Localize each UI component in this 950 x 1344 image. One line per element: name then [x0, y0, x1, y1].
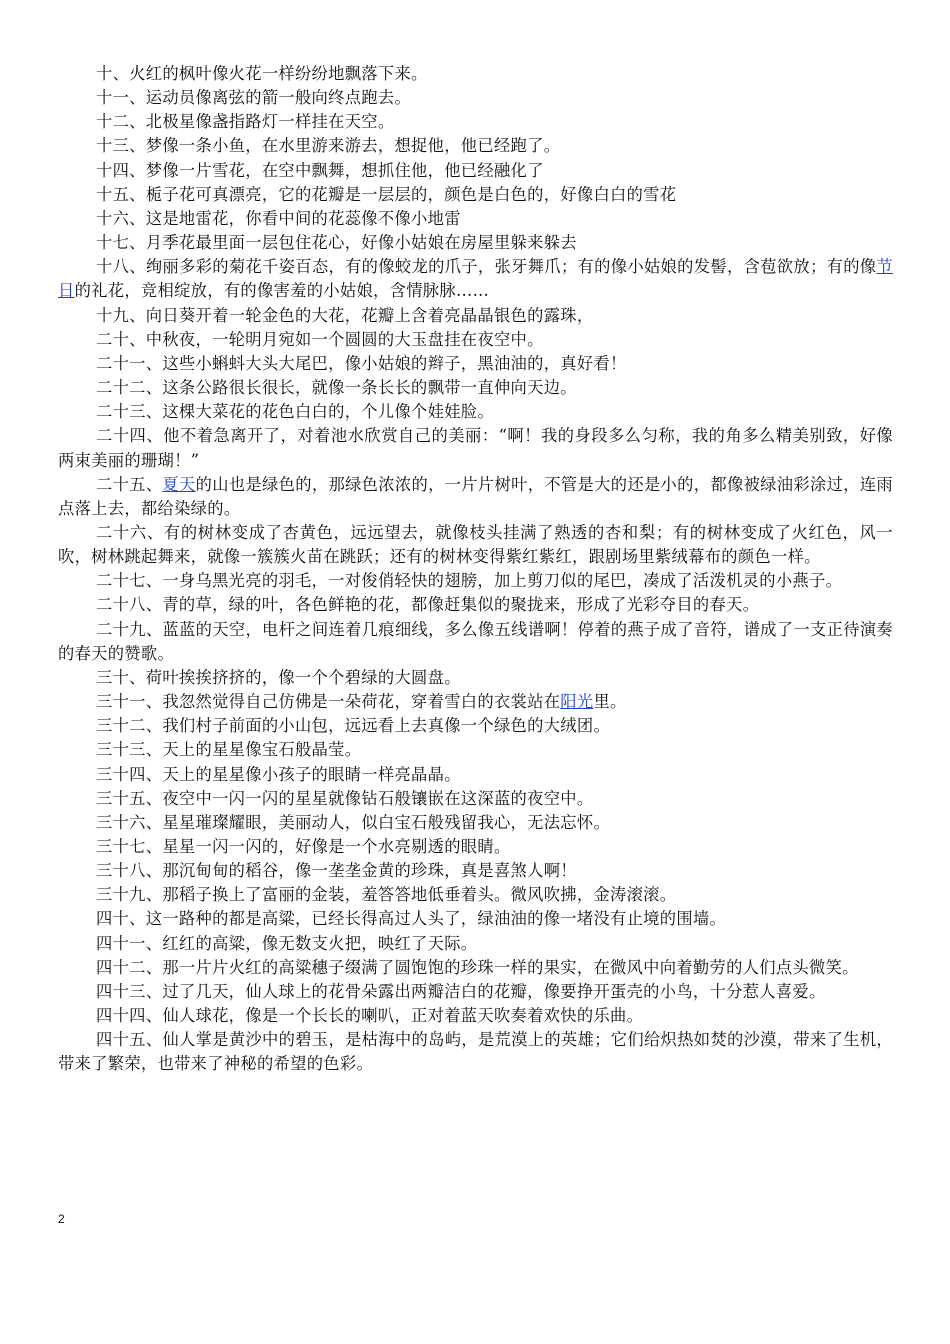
- paragraph: [58, 690, 893, 714]
- paragraph: 二十三、这棵大菜花的花色白白的，个儿像个娃娃脸。: [96, 402, 494, 422]
- paragraph: 二十九、蓝蓝的天空，电杆之间连着几痕细线，多么像五线谱啊！停着的燕子成了音符，谱成了一支正待演奏的春天的赞歌。: [58, 619, 893, 663]
- paragraph: 四十五、仙人掌是黄沙中的碧玉，是枯海中的岛屿，是荒漠上的英雄；它们给炽热如焚的沙漠，带来了生机，带来了繁荣，也带来了神秘的希望的色彩。: [58, 1030, 893, 1074]
- paragraph: 十七、月季花最里面一层包住花心，好像小姑娘在房屋里躲来躲去: [96, 233, 577, 253]
- paragraph: 四十二、那一片片火红的高粱穗子缀满了圆饱饱的珍珠一样的果实，在微风中向着勤劳的人们点头微笑。: [96, 957, 859, 977]
- paragraph: 二十、中秋夜，一轮明月宛如一个圆圆的大玉盘挂在夜空中。: [96, 329, 544, 349]
- paragraph: 二十八、青的草，绿的叶，各色鲜艳的花，都像赶集似的聚拢来，形成了光彩夺目的春天。: [96, 595, 760, 615]
- paragraph: 四十、这一路种的都是高粱，已经长得高过人头了，绿油油的像一堵没有止境的围墙。: [96, 909, 727, 929]
- paragraph: 二十四、他不着急离开了，对着池水欣赏自己的美丽：“啊！我的身段多么匀称，我的角多么精美别致，好像两束美丽的珊瑚！”: [58, 426, 893, 470]
- paragraph: 十五、栀子花可真漂亮，它的花瓣是一层层的，颜色是白色的，好像白白的雪花: [96, 184, 677, 204]
- paragraph: 四十四、仙人球花，像是一个长长的喇叭，正对着蓝天吹奏着欢快的乐曲。: [96, 1006, 644, 1026]
- paragraph: 三十七、星星一闪一闪的，好像是一个水亮剔透的眼睛。: [96, 837, 511, 856]
- paragraph-text: 的礼花，竞相绽放，有的像害羞的小姑娘，含情脉脉……: [74, 281, 490, 301]
- paragraph: 二十六、有的树林变成了杏黄色，远远望去，就像枝头挂满了熟透的杏和梨；有的树林变成了火红色，风一吹，树林跳起舞来，就像一簇簇火苗在跳跃；还有的树林变得紫红紫红，跟剧场里紫绒幕布的颜色一样。: [58, 522, 893, 567]
- paragraph-text: 三十一、我忽然觉得自己仿佛是一朵荷花，穿着雪白的衣裳站在: [96, 692, 561, 712]
- paragraph: 三十八、那沉甸甸的稻谷，像一垄垄金黄的珍珠，真是喜煞人啊！: [96, 861, 577, 881]
- paragraph: 二十七、一身乌黑光亮的羽毛，一对俊俏轻快的翅膀，加上剪刀似的尾巴，凑成了活泼机灵的小燕子。: [96, 571, 843, 591]
- paragraph: 四十三、过了几天，仙人球上的花骨朵露出两瓣洁白的花瓣，像要挣开蛋壳的小鸟，十分惹人喜爱。: [96, 981, 826, 1001]
- paragraph: 三十四、天上的星星像小孩子的眼睛一样亮晶晶。: [96, 764, 461, 784]
- inline-link[interactable]: 阳光: [560, 692, 594, 712]
- paragraph-text: 二十五、: [96, 474, 163, 494]
- paragraph-text: 的山也是绿色的，那绿色浓浓的，一片片树叶，不管是大的还是小的，都像被绿油彩涂过，连雨点落上去，都给染绿的。: [58, 474, 893, 518]
- paragraph: [58, 473, 893, 521]
- page-number: 2: [58, 1212, 65, 1226]
- paragraph: 三十九、那稻子换上了富丽的金装，羞答答地低垂着头。微风吹拂，金涛滚滚。: [96, 885, 677, 905]
- paragraph: 十二、北极星像盏指路灯一样挂在天空。: [96, 112, 395, 132]
- paragraph: 十四、梦像一片雪花，在空中飘舞，想抓住他，他已经融化了: [96, 160, 544, 180]
- paragraph: 四十一、红红的高粱，像无数支火把，映红了天际。: [96, 933, 478, 953]
- paragraph: 十一、运动员像离弦的箭一般向终点跑去。: [96, 88, 412, 108]
- document-body: [58, 62, 893, 1077]
- paragraph: 十九、向日葵开着一轮金色的大花，花瓣上含着亮晶晶银色的露珠，: [96, 305, 594, 325]
- paragraph: 十三、梦像一条小鱼，在水里游来游去，想捉他，他已经跑了。: [96, 136, 561, 156]
- paragraph-text: 十八、绚丽多彩的菊花千姿百态，有的像蛟龙的爪子，张牙舞爪；有的像小姑娘的发髻，含苞欲放；有的像: [96, 257, 877, 277]
- paragraph: [58, 255, 893, 303]
- paragraph: 三十五、夜空中一闪一闪的星星就像钻石般镶嵌在这深蓝的夜空中。: [96, 788, 594, 808]
- paragraph-text: 里。: [593, 692, 627, 712]
- paragraph: 十、火红的枫叶像火花一样纷纷地飘落下来。: [96, 64, 428, 83]
- inline-link[interactable]: 夏天: [162, 474, 196, 494]
- paragraph: 二十二、这条公路很长很长，就像一条长长的飘带一直伸向天边。: [96, 378, 577, 398]
- paragraph: 三十二、我们村子前面的小山包，远远看上去真像一个绿色的大绒团。: [96, 716, 611, 736]
- paragraph: 三十六、星星璀璨耀眼，美丽动人，似白宝石般残留我心，无法忘怀。: [96, 812, 611, 832]
- inline-link[interactable]: 节日: [58, 257, 893, 301]
- paragraph: 三十三、天上的星星像宝石般晶莹。: [96, 740, 362, 760]
- paragraph: 二十一、这些小蝌蚪大头大尾巴，像小姑娘的辫子，黑油油的，真好看！: [96, 353, 627, 373]
- paragraph: 三十、荷叶挨挨挤挤的，像一个个碧绿的大圆盘。: [96, 667, 461, 687]
- paragraph: 十六、这是地雷花，你看中间的花蕊像不像小地雷: [96, 208, 461, 228]
